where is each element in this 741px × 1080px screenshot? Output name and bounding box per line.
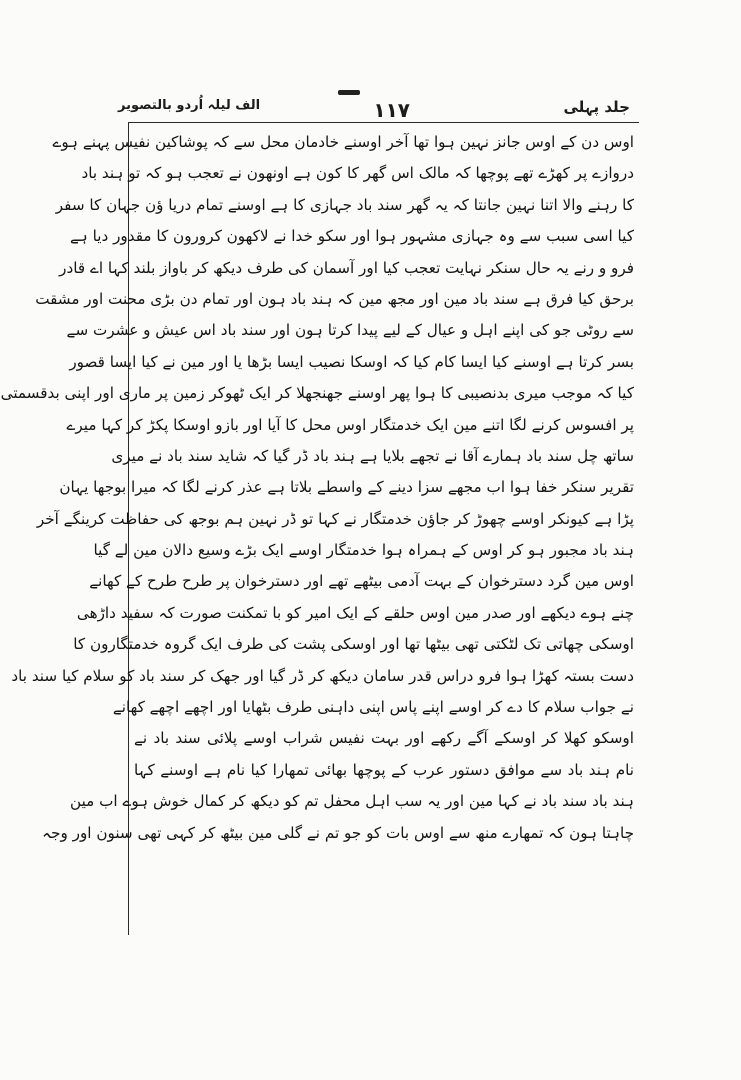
text-line: ہند باد مجبور ہو کر اوس کے ہمراہ ہوا خدمتگار اوسے ایک بڑے وسیع دالان مین لے گیا <box>93 541 634 560</box>
text-line: کا رہنے والا اتنا نہین جانتا کہ یہ گھر سند باد جہازی کا ہے اوسنے تمام دریا ؤن جہان کا سفر <box>55 195 634 214</box>
volume-label: جلد پہلی <box>563 98 630 116</box>
text-body <box>0 127 634 849</box>
text-line: تقریر سنکر خفا ہوا اب مجھے سزا دینے کے واسطے بلاتا ہے عذر کرنے لگا کہ میرا بوجھا یہان <box>59 478 634 497</box>
text-line: دروازے پر کھڑے تھے پوچھا کہ مالک اس گھر کا کون ہے اونھون نے تعجب ہو کہ تو ہند باد <box>81 164 634 183</box>
text-line: برحق کیا فرق ہے سند باد مین اور مجھ مین کہ ہند باد ہون اور تمام دن بڑی محنت اور مشقت <box>35 289 634 308</box>
text-line: چاہتا ہون کہ تمھارے منھ سے اوس بات کو جو تم نے گلی مین بیٹھ کر کہی تھی سنون اور وجہ <box>42 823 634 842</box>
text-line: کیا کہ موجب میری بدنصیبی کا ہوا پھر اوسنے جھنجھلا کر ایک ٹھوکر زمین پر ماری اور اپنی بدقسمتی <box>0 384 634 403</box>
text-line: اوس مین گرد دسترخوان کے بہت آدمی بیٹھے تھے اور دسترخوان پر طرح طرح کے کھانے <box>89 572 634 591</box>
text-line: دست بستہ کھڑا ہوا فرو دراس قدر سامان دیکھ کر ڈر گیا اور جھک کر سند باد کو سلام کیا سند باد <box>11 666 634 685</box>
book-title: الف لیلہ اُردو بالتصویر <box>118 98 261 113</box>
text-line: پر افسوس کرنے لگا اتنے مین ایک خدمتگار اوس محل کا آیا اور بازو اوسکا پکڑ کر کہا میرے <box>66 415 634 434</box>
text-line: ہند باد سند باد نے کہا مین اور یہ سب اہل محفل تم کو دیکھ کر کمال خوش ہوے اب مین <box>70 792 634 811</box>
text-line: اوسکی چھاتی تک لٹکتی تھی بیٹھا تھا اور اوسکی پشت کی طرف ایک گروہ خدمتگارون کا <box>73 635 634 654</box>
text-line: نام ہند باد سے موافق دستور عرب کے پوچھا بھائی تمھارا کیا نام ہے اوسنے کہا <box>134 760 634 779</box>
page-header <box>118 96 630 122</box>
text-line: نے جواب سلام کا دے کر اوسے اپنے پاس اپنی داہنی طرف بٹھایا اور اچھے اچھے کھانے <box>112 698 634 717</box>
text-line: اوس دن کے اوس جانز نہین ہوا تھا آخر اوسنے خادمان محل سے کہ پوشاکین نفیس پہنے ہوے <box>52 133 634 151</box>
top-ornament-mark <box>338 90 360 95</box>
page-number: ۱۱۷ <box>373 98 410 122</box>
text-line: چنے ہوے دیکھے اور صدر مین اوس حلقے کے ایک امیر کو با تمکنت صورت کہ سفید داڑھی <box>76 603 634 622</box>
text-line: سے روٹی جو کی اپنے اہل و عیال کے لیے پیدا کرتا ہون اور سند باد اس عیش و عشرت سے <box>66 321 634 340</box>
text-line: ساتھ چل سند باد ہمارے آقا نے تجھے بلایا ہے ہند باد ڈر گیا کہ شاید سند باد نے میری <box>111 446 634 465</box>
text-line: بسر کرتا ہے اوسنے کیا ایسا کام کیا کہ اوسکا نصیب ایسا بڑھا یا اور مین نے کیا ایسا قصور <box>69 352 634 371</box>
text-line: پڑا ہے کیونکر اوسے چھوڑ کر جاؤن خدمتگار نے کہا تو ڈر نہین ہم بوجھ کی حفاظت کرینگے آخر <box>36 509 634 528</box>
text-line: کیا اسی سبب سے وہ جہازی مشہور ہوا اور سکو خدا نے لاکھون کرورون کا مقدور دیا ہے <box>70 227 634 246</box>
text-line: اوسکو کھلا کر اوسکے آگے رکھے اور بہت نفیس شراب اوسے پلائی سند باد نے <box>134 729 634 748</box>
text-line: فرو و رنے یہ حال سنکر نہایت تعجب کیا اور آسمان کی طرف دیکھ کر باواز بلند کہا اے قادر <box>59 258 634 277</box>
